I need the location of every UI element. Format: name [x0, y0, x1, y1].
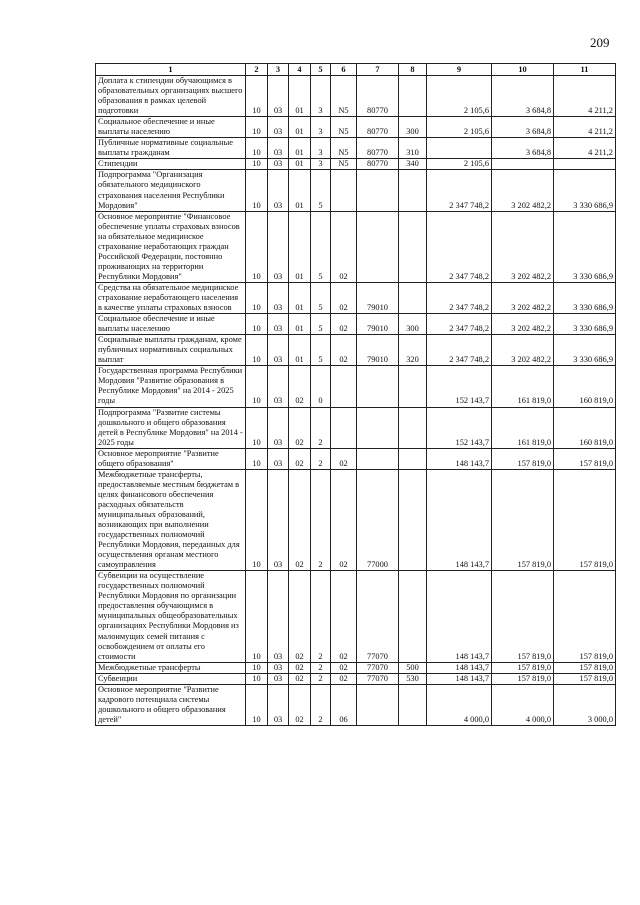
subsection-code: 03 — [268, 314, 289, 335]
amount-year-2: 161 819,0 — [492, 366, 554, 407]
event-code: 02 — [331, 335, 357, 366]
event-code: N5 — [331, 138, 357, 159]
section-code: 10 — [246, 159, 268, 170]
amount-year-1: 2 347 748,2 — [427, 282, 492, 313]
row-name: Подпрограмма "Организация обязательного медицинского страхования населения Республики Мордовия" — [96, 170, 246, 211]
amount-year-1: 148 143,7 — [427, 469, 492, 570]
amount-year-2: 157 819,0 — [492, 448, 554, 469]
column-header: 6 — [331, 64, 357, 76]
amount-year-1: 152 143,7 — [427, 407, 492, 448]
event-code: 02 — [331, 211, 357, 282]
row-name: Доплата к стипендии обучающимся в образовательных организациях высшего образования в рамках целевой подготовки — [96, 76, 246, 117]
row-name: Основное мероприятие "Развитие кадрового потенциала системы дошкольного и общего образования детей" — [96, 684, 246, 725]
event-code: 02 — [331, 469, 357, 570]
expense-type-code — [399, 571, 427, 662]
column-header: 1 — [96, 64, 246, 76]
column-header: 4 — [289, 64, 311, 76]
table-row — [96, 673, 616, 684]
direction-code: 80770 — [357, 117, 399, 138]
direction-code: 79010 — [357, 282, 399, 313]
subsection-code: 03 — [268, 117, 289, 138]
section-code: 10 — [246, 448, 268, 469]
row-name: Государственная программа Республики Мордовия "Развитие образования в Республике Мордовия" на 2014 - 2025 годы — [96, 366, 246, 407]
table-row — [96, 335, 616, 366]
subprogram-code: 3 — [311, 138, 331, 159]
subprogram-code: 5 — [311, 335, 331, 366]
table-row — [96, 138, 616, 159]
event-code — [331, 170, 357, 211]
subprogram-code: 2 — [311, 448, 331, 469]
program-code: 02 — [289, 662, 311, 673]
program-code: 02 — [289, 673, 311, 684]
amount-year-1 — [427, 138, 492, 159]
column-header: 7 — [357, 64, 399, 76]
row-name: Публичные нормативные социальные выплаты гражданам — [96, 138, 246, 159]
subsection-code: 03 — [268, 211, 289, 282]
amount-year-1: 148 143,7 — [427, 571, 492, 662]
amount-year-2: 3 684,8 — [492, 76, 554, 117]
column-header: 9 — [427, 64, 492, 76]
amount-year-2: 4 000,0 — [492, 684, 554, 725]
amount-year-2: 3 202 482,2 — [492, 282, 554, 313]
direction-code: 80770 — [357, 138, 399, 159]
amount-year-3: 4 211,2 — [554, 117, 616, 138]
program-code: 02 — [289, 684, 311, 725]
section-code: 10 — [246, 314, 268, 335]
amount-year-1: 2 347 748,2 — [427, 335, 492, 366]
amount-year-2: 157 819,0 — [492, 469, 554, 570]
subsection-code: 03 — [268, 138, 289, 159]
row-name: Основное мероприятие "Финансовое обеспечение уплаты страховых взносов на обязательное медицинское страхование неработающих граждан Российской Федерации, постоянно проживающих на территории Республики Мордовия" — [96, 211, 246, 282]
table-row — [96, 170, 616, 211]
event-code: 02 — [331, 673, 357, 684]
subprogram-code: 2 — [311, 407, 331, 448]
direction-code: 77070 — [357, 673, 399, 684]
subsection-code: 03 — [268, 571, 289, 662]
direction-code: 77070 — [357, 571, 399, 662]
section-code: 10 — [246, 117, 268, 138]
event-code: 02 — [331, 571, 357, 662]
column-header: 5 — [311, 64, 331, 76]
amount-year-1: 2 105,6 — [427, 159, 492, 170]
event-code — [331, 407, 357, 448]
program-code: 01 — [289, 314, 311, 335]
column-header: 2 — [246, 64, 268, 76]
amount-year-2: 3 202 482,2 — [492, 314, 554, 335]
amount-year-2: 157 819,0 — [492, 673, 554, 684]
event-code: 02 — [331, 282, 357, 313]
amount-year-3: 4 211,2 — [554, 138, 616, 159]
direction-code — [357, 170, 399, 211]
table-row — [96, 366, 616, 407]
row-name: Социальные выплаты гражданам, кроме публичных нормативных социальных выплат — [96, 335, 246, 366]
amount-year-1: 148 143,7 — [427, 448, 492, 469]
direction-code: 80770 — [357, 159, 399, 170]
direction-code: 79010 — [357, 314, 399, 335]
amount-year-1: 2 105,6 — [427, 117, 492, 138]
table-row — [96, 469, 616, 570]
amount-year-2 — [492, 159, 554, 170]
amount-year-1: 2 105,6 — [427, 76, 492, 117]
row-name: Межбюджетные трансферты, предоставляемые местным бюджетам в целях финансового обеспечения расходных обязательств муниципальных образований, возникающих при выполнении государственных полномочий Республики Мордовия, переданных для осуществления органам местного самоуправления — [96, 469, 246, 570]
row-name: Социальное обеспечение и иные выплаты населению — [96, 314, 246, 335]
amount-year-3: 3 330 686,9 — [554, 314, 616, 335]
subprogram-code: 2 — [311, 684, 331, 725]
expense-type-code: 320 — [399, 335, 427, 366]
amount-year-3: 157 819,0 — [554, 571, 616, 662]
expense-type-code — [399, 366, 427, 407]
direction-code — [357, 684, 399, 725]
expense-type-code — [399, 469, 427, 570]
section-code: 10 — [246, 170, 268, 211]
subprogram-code: 5 — [311, 282, 331, 313]
direction-code: 79010 — [357, 335, 399, 366]
row-name: Стипендии — [96, 159, 246, 170]
subsection-code: 03 — [268, 673, 289, 684]
section-code: 10 — [246, 282, 268, 313]
subsection-code: 03 — [268, 170, 289, 211]
row-name: Социальное обеспечение и иные выплаты населению — [96, 117, 246, 138]
table-row — [96, 314, 616, 335]
expense-type-code — [399, 170, 427, 211]
subsection-code: 03 — [268, 684, 289, 725]
section-code: 10 — [246, 335, 268, 366]
column-header: 10 — [492, 64, 554, 76]
expense-type-code — [399, 76, 427, 117]
column-header: 8 — [399, 64, 427, 76]
direction-code — [357, 211, 399, 282]
table-row — [96, 448, 616, 469]
subprogram-code: 0 — [311, 366, 331, 407]
table-row — [96, 684, 616, 725]
subprogram-code: 5 — [311, 170, 331, 211]
program-code: 01 — [289, 138, 311, 159]
amount-year-1: 2 347 748,2 — [427, 211, 492, 282]
amount-year-1: 2 347 748,2 — [427, 170, 492, 211]
table-row — [96, 571, 616, 662]
subsection-code: 03 — [268, 662, 289, 673]
subprogram-code: 2 — [311, 469, 331, 570]
table-row — [96, 282, 616, 313]
expense-type-code: 500 — [399, 662, 427, 673]
budget-table — [95, 63, 616, 726]
subsection-code: 03 — [268, 366, 289, 407]
subprogram-code: 5 — [311, 211, 331, 282]
expense-type-code: 300 — [399, 117, 427, 138]
subprogram-code: 3 — [311, 117, 331, 138]
event-code: 06 — [331, 684, 357, 725]
amount-year-3: 157 819,0 — [554, 448, 616, 469]
program-code: 01 — [289, 282, 311, 313]
subprogram-code: 3 — [311, 159, 331, 170]
expense-type-code — [399, 407, 427, 448]
amount-year-1: 148 143,7 — [427, 662, 492, 673]
section-code: 10 — [246, 138, 268, 159]
amount-year-2: 3 202 482,2 — [492, 170, 554, 211]
expense-type-code — [399, 684, 427, 725]
direction-code — [357, 448, 399, 469]
amount-year-3 — [554, 159, 616, 170]
subsection-code: 03 — [268, 76, 289, 117]
row-name: Субвенции — [96, 673, 246, 684]
table-row — [96, 159, 616, 170]
amount-year-2: 3 202 482,2 — [492, 211, 554, 282]
amount-year-1: 4 000,0 — [427, 684, 492, 725]
program-code: 02 — [289, 469, 311, 570]
expense-type-code: 300 — [399, 314, 427, 335]
amount-year-3: 3 330 686,9 — [554, 282, 616, 313]
row-name: Межбюджетные трансферты — [96, 662, 246, 673]
section-code: 10 — [246, 571, 268, 662]
amount-year-3: 3 330 686,9 — [554, 335, 616, 366]
amount-year-3: 3 000,0 — [554, 684, 616, 725]
table-row — [96, 117, 616, 138]
amount-year-2: 157 819,0 — [492, 662, 554, 673]
event-code: 02 — [331, 662, 357, 673]
row-name: Средства на обязательное медицинское страхование неработающего населения в качестве уплаты страховых взносов — [96, 282, 246, 313]
program-code: 01 — [289, 335, 311, 366]
amount-year-3: 157 819,0 — [554, 673, 616, 684]
subprogram-code: 2 — [311, 571, 331, 662]
subsection-code: 03 — [268, 448, 289, 469]
expense-type-code — [399, 448, 427, 469]
table-row — [96, 407, 616, 448]
subprogram-code: 2 — [311, 673, 331, 684]
program-code: 01 — [289, 159, 311, 170]
subprogram-code: 5 — [311, 314, 331, 335]
direction-code: 77000 — [357, 469, 399, 570]
amount-year-3: 157 819,0 — [554, 469, 616, 570]
program-code: 02 — [289, 366, 311, 407]
expense-type-code — [399, 211, 427, 282]
event-code: 02 — [331, 448, 357, 469]
section-code: 10 — [246, 684, 268, 725]
amount-year-3: 157 819,0 — [554, 662, 616, 673]
table-row — [96, 662, 616, 673]
subsection-code: 03 — [268, 282, 289, 313]
amount-year-3: 3 330 686,9 — [554, 211, 616, 282]
amount-year-1: 2 347 748,2 — [427, 314, 492, 335]
header-row — [96, 64, 616, 76]
subsection-code: 03 — [268, 159, 289, 170]
page-number: 209 — [590, 35, 610, 50]
section-code: 10 — [246, 469, 268, 570]
direction-code — [357, 366, 399, 407]
amount-year-1: 152 143,7 — [427, 366, 492, 407]
event-code: N5 — [331, 159, 357, 170]
direction-code — [357, 407, 399, 448]
direction-code: 80770 — [357, 76, 399, 117]
expense-type-code: 340 — [399, 159, 427, 170]
section-code: 10 — [246, 673, 268, 684]
section-code: 10 — [246, 407, 268, 448]
amount-year-2: 3 202 482,2 — [492, 335, 554, 366]
table-row — [96, 211, 616, 282]
program-code: 01 — [289, 76, 311, 117]
amount-year-1: 148 143,7 — [427, 673, 492, 684]
event-code: N5 — [331, 117, 357, 138]
section-code: 10 — [246, 211, 268, 282]
amount-year-2: 161 819,0 — [492, 407, 554, 448]
event-code — [331, 366, 357, 407]
program-code: 02 — [289, 407, 311, 448]
subprogram-code: 3 — [311, 76, 331, 117]
subprogram-code: 2 — [311, 662, 331, 673]
amount-year-3: 3 330 686,9 — [554, 170, 616, 211]
amount-year-3: 160 819,0 — [554, 407, 616, 448]
amount-year-2: 3 684,8 — [492, 117, 554, 138]
subsection-code: 03 — [268, 335, 289, 366]
row-name: Подпрограмма "Развитие системы дошкольного и общего образования детей в Республике Мордовия" на 2014 - 2025 годы — [96, 407, 246, 448]
column-header: 3 — [268, 64, 289, 76]
program-code: 02 — [289, 448, 311, 469]
amount-year-2: 157 819,0 — [492, 571, 554, 662]
amount-year-3: 160 819,0 — [554, 366, 616, 407]
column-header: 11 — [554, 64, 616, 76]
subsection-code: 03 — [268, 469, 289, 570]
program-code: 01 — [289, 211, 311, 282]
program-code: 01 — [289, 117, 311, 138]
amount-year-2: 3 684,8 — [492, 138, 554, 159]
event-code: 02 — [331, 314, 357, 335]
amount-year-3: 4 211,2 — [554, 76, 616, 117]
table-body — [96, 76, 616, 726]
expense-type-code — [399, 282, 427, 313]
expense-type-code: 530 — [399, 673, 427, 684]
event-code: N5 — [331, 76, 357, 117]
table-row — [96, 76, 616, 117]
subsection-code: 03 — [268, 407, 289, 448]
row-name: Основное мероприятие "Развитие общего образования" — [96, 448, 246, 469]
section-code: 10 — [246, 662, 268, 673]
section-code: 10 — [246, 76, 268, 117]
expense-type-code: 310 — [399, 138, 427, 159]
program-code: 02 — [289, 571, 311, 662]
program-code: 01 — [289, 170, 311, 211]
section-code: 10 — [246, 366, 268, 407]
row-name: Субвенции на осуществление государственных полномочий Республики Мордовия по организации предоставления обучающимся в муниципальных общеобразовательных организациях Республики Мордовия из малоимущих семей питания с освобождением от оплаты его стоимости — [96, 571, 246, 662]
direction-code: 77070 — [357, 662, 399, 673]
